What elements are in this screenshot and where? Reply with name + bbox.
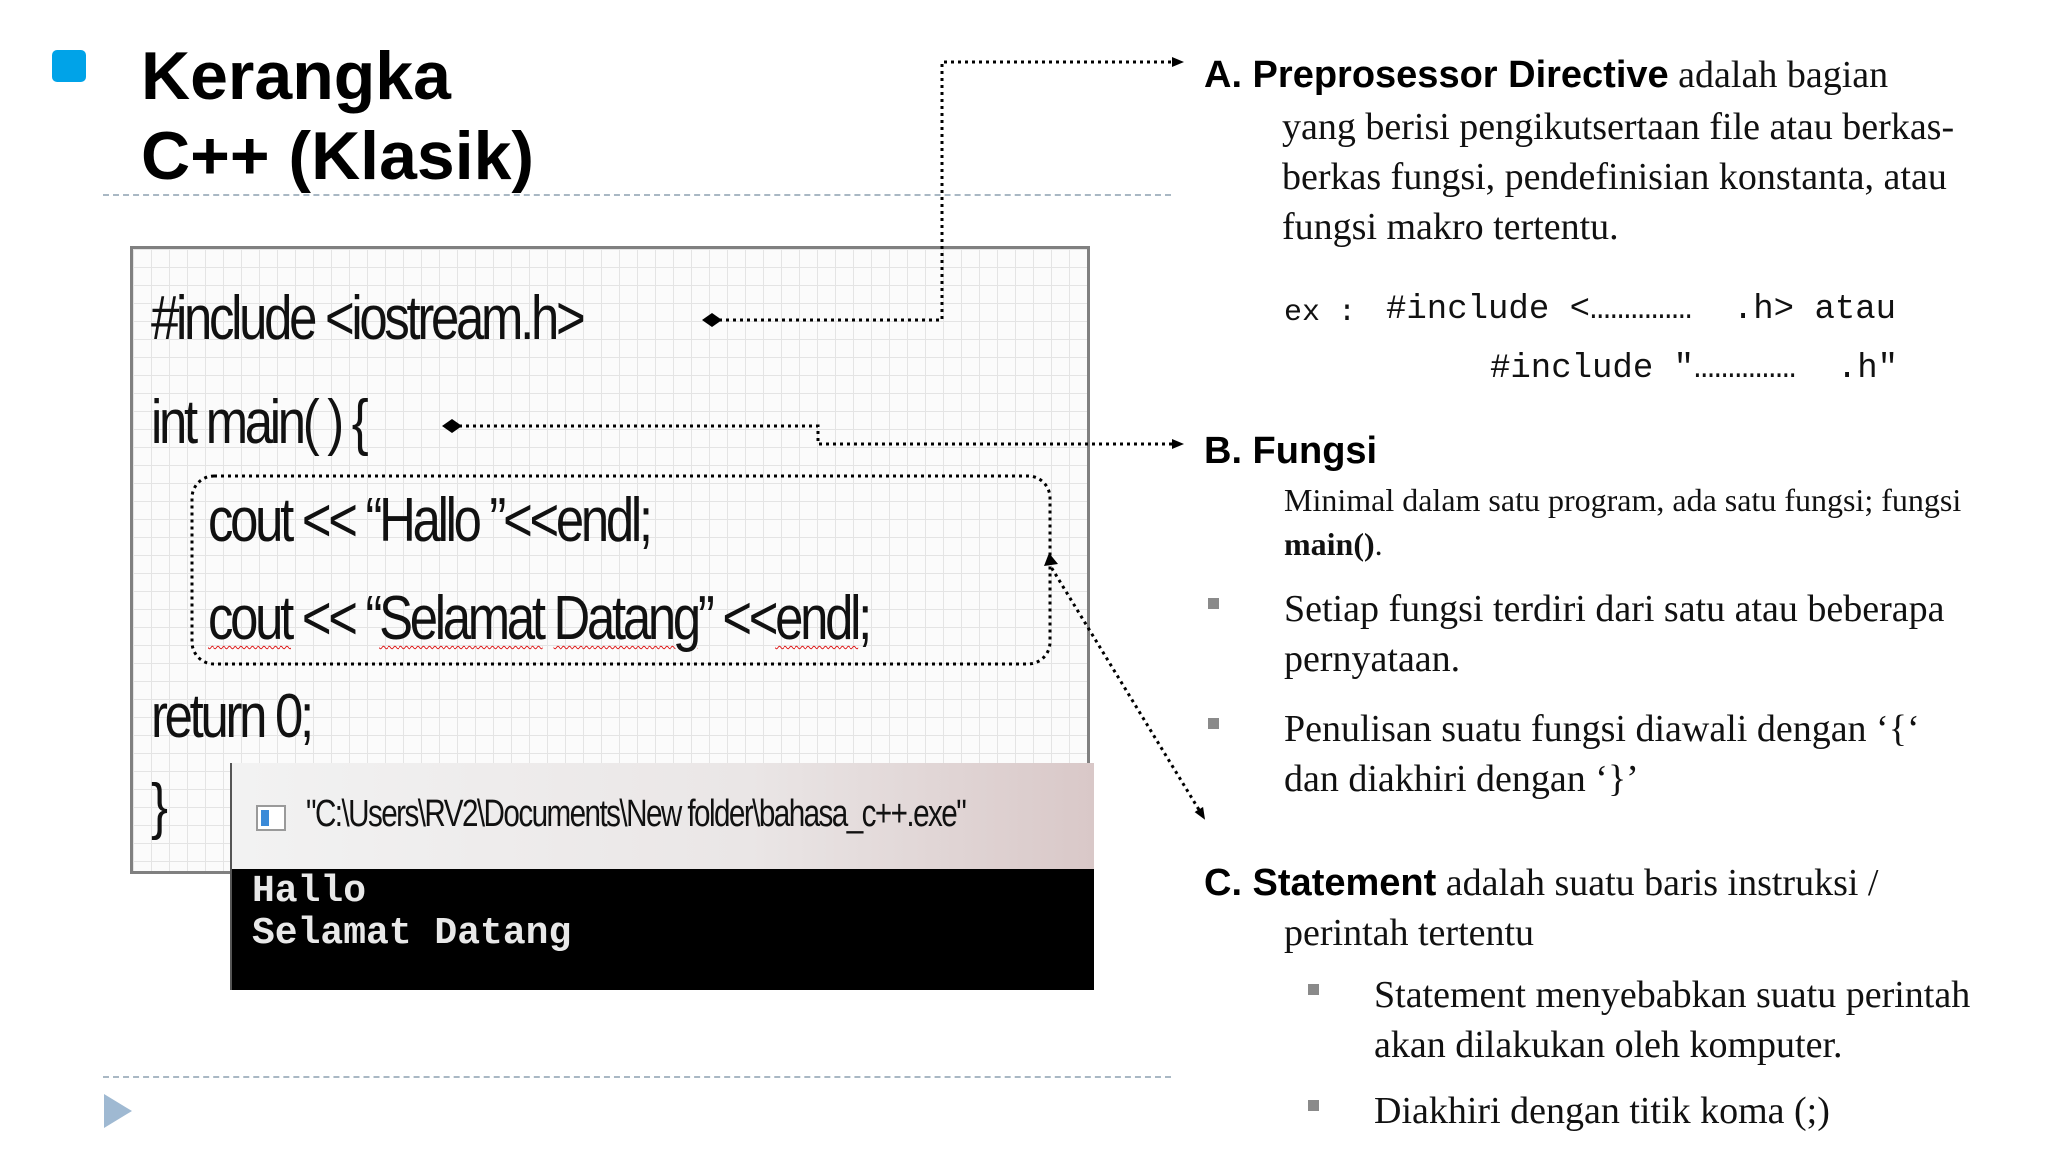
example-line-2: #include "…………… .h" — [1490, 350, 1899, 388]
section-b-bullet-2-line-2: dan diakhiri dengan ‘}’ — [1284, 758, 1639, 800]
example-line-1: #include <…………… .h> atau — [1386, 291, 1897, 329]
code-token-datang: Datang — [553, 584, 698, 653]
code-line-close-brace: } — [151, 772, 165, 841]
section-a-line-3: berkas fungsi, pendefinisian konstanta, atau — [1282, 156, 1947, 198]
section-c-bullet-2: Diakhiri dengan titik koma (;) — [1374, 1090, 1830, 1132]
section-c-text-first: adalah suatu baris instruksi / — [1436, 862, 1879, 904]
section-b-bullet-1-line-2: pernyataan. — [1284, 638, 1461, 680]
code-token-endl: endl — [775, 584, 859, 653]
section-a-line-4: fungsi makro tertentu. — [1282, 206, 1619, 248]
connector-c — [1048, 562, 1204, 818]
code-line-include: #include <iostream.h> — [151, 284, 583, 353]
example-label: ex : — [1284, 296, 1357, 330]
code-token-op: << “ — [290, 584, 380, 653]
code-line-main: int main( ) { — [151, 388, 366, 457]
connector-b-start-diamond — [442, 419, 462, 433]
section-c-line-1 — [1204, 858, 1878, 908]
section-a-heading: A. Preprosessor Directive — [1204, 54, 1669, 96]
section-b-bullet-2-line-1: Penulisan suatu fungsi diawali dengan ‘{‘ — [1284, 708, 1920, 750]
console-output-line-1: Hallo — [252, 870, 367, 913]
title-line-1: Kerangka — [141, 38, 451, 114]
bullet-icon — [1308, 1100, 1319, 1111]
section-c-bullet-1-line-2: akan dilakukan oleh komputer. — [1374, 1024, 1843, 1066]
connector-a — [712, 62, 1182, 320]
bullet-icon — [1208, 598, 1219, 609]
section-b-intro-line-2 — [1284, 522, 1383, 566]
section-b-intro-line-1: Minimal dalam satu program, ada satu fungsi; fungsi — [1284, 482, 1962, 518]
console-title: "C:\Users\RV2\Documents\New folder\bahasa_c++.exe" — [306, 793, 966, 835]
section-c-heading: C. Statement — [1204, 862, 1437, 904]
connector-b — [452, 426, 1182, 444]
title-line-2: C++ (Klasik) — [141, 118, 535, 194]
statement-group-box — [192, 476, 1050, 664]
section-b-bullet-1-line-1: Setiap fungsi terdiri dari satu atau beberapa — [1284, 588, 1945, 630]
section-c-bullet-1-line-1: Statement menyebabkan suatu perintah — [1374, 974, 1971, 1016]
bullet-icon — [1308, 984, 1319, 995]
section-a-line-2: yang berisi pengikutsertaan file atau berkas- — [1282, 106, 1955, 148]
main-function-name: main() — [1284, 526, 1375, 562]
section-b-heading: B. Fungsi — [1204, 430, 1378, 472]
code-token-semicolon: ; — [858, 584, 869, 653]
code-token-selamat: Selamat — [379, 584, 543, 653]
code-line-return: return 0; — [151, 682, 311, 751]
section-b-intro-end: . — [1374, 526, 1383, 562]
console-output-line-2: Selamat Datang — [252, 912, 572, 955]
section-c-line-2: perintah tertentu — [1284, 912, 1535, 954]
code-token-cout: cout — [208, 584, 291, 653]
section-a-line-1 — [1204, 50, 1888, 100]
bullet-icon — [1208, 718, 1219, 729]
section-a-text-first: adalah bagian — [1668, 54, 1889, 96]
code-line-cout-hallo: cout << “Hallo ”<<endl; — [208, 486, 650, 555]
code-token-op2: ” << — [697, 584, 776, 653]
connector-a-start-diamond — [702, 313, 722, 327]
